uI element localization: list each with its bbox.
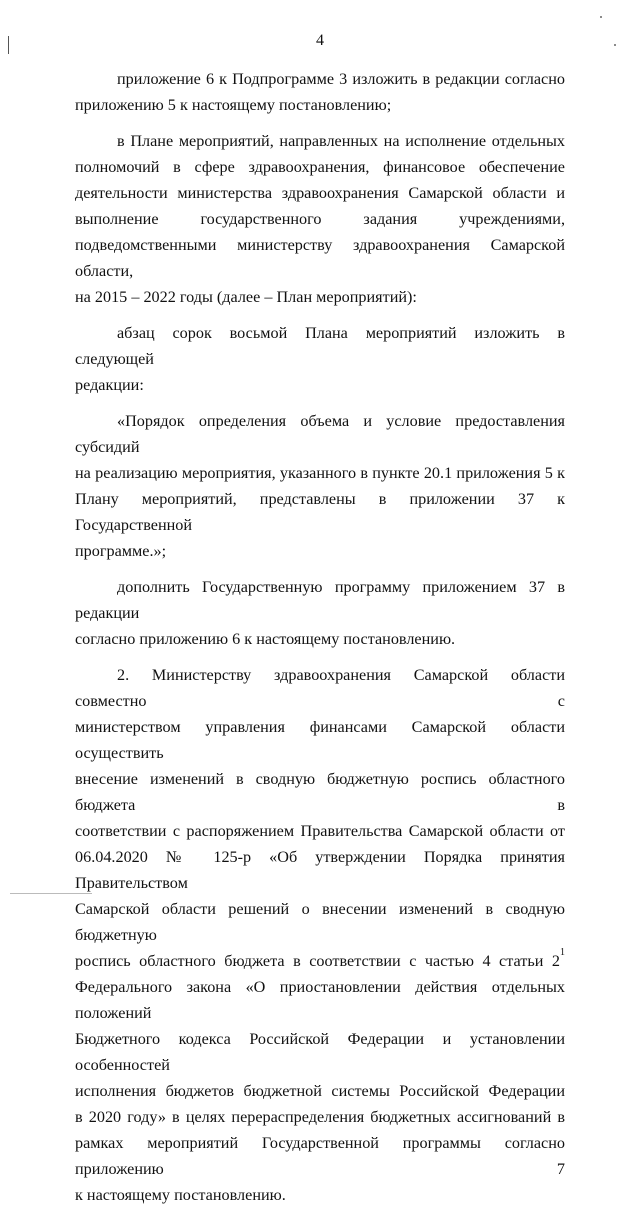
text-line: абзац сорок восьмой Плана мероприятий изложить в следующей — [75, 324, 565, 368]
paragraph — [75, 66, 565, 118]
text-line: исполнения бюджетов бюджетной системы Российской Федерации — [75, 1082, 565, 1100]
text-line: согласно приложению 6 к настоящему постановлению. — [75, 630, 456, 648]
text-line: Бюджетного кодекса Российской Федерации и установлении особенностей — [75, 1030, 565, 1074]
text-line: к настоящему постановлению. — [75, 1186, 286, 1204]
text-line: приложению 5 к настоящему постановлению; — [75, 96, 392, 114]
text-line: Федерального закона «О приостановлении действия отдельных положений — [75, 978, 565, 1022]
text-line: Самарской области решений о внесении изменений в сводную бюджетную — [75, 900, 565, 944]
text-line: программе.»; — [75, 542, 167, 560]
text-line: полномочий в сфере здравоохранения, финансовое обеспечение — [75, 158, 565, 176]
text-line: дополнить Государственную программу приложением 37 в редакции — [75, 578, 565, 622]
text-line: приложение 6 к Подпрограмме 3 изложить в редакции согласно — [117, 70, 565, 88]
text-line: «Порядок определения объема и условие предоставления субсидий — [75, 412, 565, 456]
paragraph — [75, 574, 565, 652]
text-line: рамках мероприятий Государственной программы согласно приложению 7 — [75, 1134, 565, 1178]
text-line: 2. Министерству здравоохранения Самарской области совместно с — [75, 666, 565, 710]
text-line: деятельности министерства здравоохранения Самарской области и — [75, 184, 565, 202]
text-line: соответствии с распоряжением Правительства Самарской области от — [75, 822, 565, 840]
text-line: подведомственными министерству здравоохранения Самарской области, — [75, 236, 565, 280]
text-line: роспись областного бюджета в соответствии с частью 4 статьи $2^1$ — [75, 947, 565, 970]
text-line: на 2015 – 2022 годы (далее – План мероприятий): — [75, 288, 417, 306]
text-line: внесение изменений в сводную бюджетную роспись областного бюджета в — [75, 770, 565, 814]
page-number: 4 — [316, 32, 324, 49]
text-line: выполнение государственного задания учреждениями, — [75, 210, 565, 228]
scan-speck — [600, 16, 602, 18]
paragraph — [75, 408, 565, 564]
paragraph — [75, 662, 565, 1208]
text-line: в Плане мероприятий, направленных на исполнение отдельных — [117, 132, 565, 150]
text-line: 06.04.2020 № 125-р «Об утверждении Порядка принятия Правительством — [75, 848, 565, 892]
text-line: министерством управления финансами Самарской области осуществить — [75, 718, 565, 762]
text-line: Плану мероприятий, представлены в приложении 37 к Государственной — [75, 490, 565, 534]
superscript: 1 — [560, 947, 565, 958]
paragraph — [75, 128, 565, 310]
paragraph — [75, 320, 565, 398]
text-line: на реализацию мероприятия, указанного в пункте 20.1 приложения 5 к — [75, 464, 565, 482]
text-line: в 2020 году» в целях перераспределения бюджетных ассигнований в — [75, 1108, 565, 1126]
text-line: редакции: — [75, 376, 144, 394]
document-body — [75, 66, 565, 1218]
